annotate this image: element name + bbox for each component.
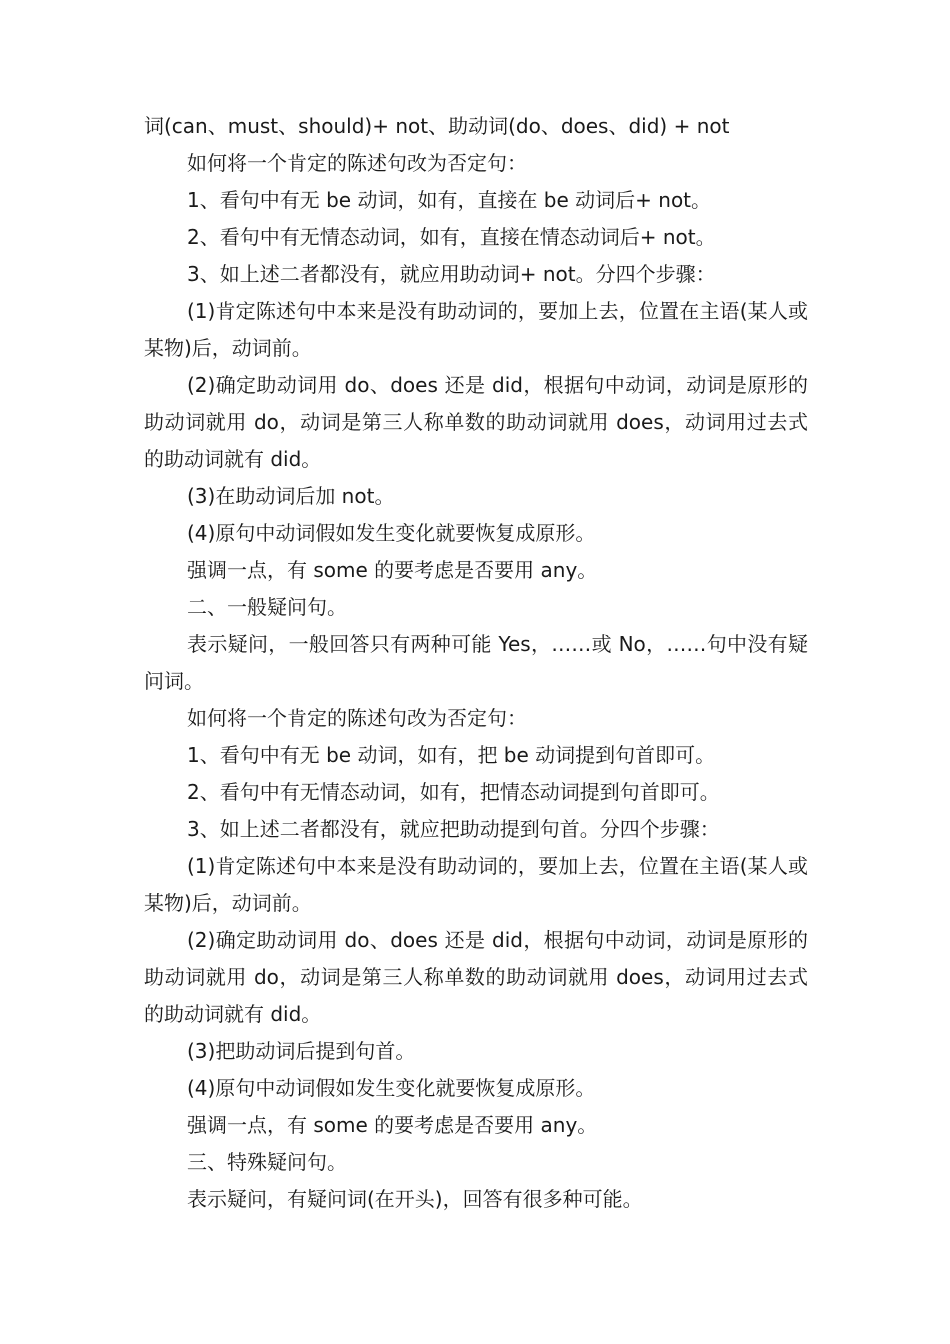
paragraph-emphasis: 强调一点，有 some 的要考虑是否要用 any。 (187, 558, 598, 582)
paragraph-special-question-desc: 表示疑问，有疑问词(在开头)，回答有很多种可能。 (187, 1187, 643, 1211)
document-page (144, 108, 808, 1218)
paragraph-substep-2: (2)确定助动词用 do、does 还是 did，根据句中动词，动词是原形的助动词就用 do，动词是第三人称单数的助动词就用 does，动词用过去式的助动词就有 did。 (144, 373, 808, 471)
paragraph-question-emphasis: 强调一点，有 some 的要考虑是否要用 any。 (187, 1113, 598, 1137)
paragraph-substep-1: (1)肯定陈述句中本来是没有助动词的，要加上去，位置在主语(某人或某物)后，动词前。 (144, 299, 808, 360)
paragraph-question-step-3: 3、如上述二者都没有，就应把助动提到句首。分四个步骤： (187, 817, 720, 841)
paragraph-question-substep-4: (4)原句中动词假如发生变化就要恢复成原形。 (187, 1076, 596, 1100)
paragraph-step-2: 2、看句中有无情态动词，如有，直接在情态动词后+ not。 (187, 225, 716, 249)
section-heading-special-question: 三、特殊疑问句。 (187, 1150, 347, 1174)
paragraph-negative-heading: 如何将一个肯定的陈述句改为否定句： (187, 151, 527, 175)
paragraph-substep-4: (4)原句中动词假如发生变化就要恢复成原形。 (187, 521, 596, 545)
paragraph-step-1: 1、看句中有无 be 动词，如有，直接在 be 动词后+ not。 (187, 188, 712, 212)
paragraph-question-substep-2: (2)确定助动词用 do、does 还是 did，根据句中动词，动词是原形的助动词就用 do，动词是第三人称单数的助动词就用 does，动词用过去式的助动词就有 did。 (144, 928, 808, 1026)
section-heading-general-question: 二、一般疑问句。 (187, 595, 347, 619)
paragraph-continuation: 词(can、must、should)+ not、助动词(do、does、did) + not (144, 114, 730, 138)
paragraph-substep-3: (3)在助动词后加 not。 (187, 484, 395, 508)
paragraph-question-substep-1: (1)肯定陈述句中本来是没有助动词的，要加上去，位置在主语(某人或某物)后，动词前。 (144, 854, 808, 915)
paragraph-general-question-desc: 表示疑问，一般回答只有两种可能 Yes，……或 No，……句中没有疑问词。 (144, 632, 808, 693)
paragraph-step-3: 3、如上述二者都没有，就应用助动词+ not。分四个步骤： (187, 262, 716, 286)
paragraph-question-step-2: 2、看句中有无情态动词，如有，把情态动词提到句首即可。 (187, 780, 720, 804)
paragraph-question-substep-3: (3)把助动词后提到句首。 (187, 1039, 416, 1063)
paragraph-question-step-1: 1、看句中有无 be 动词，如有，把 be 动词提到句首即可。 (187, 743, 716, 767)
paragraph-question-heading: 如何将一个肯定的陈述句改为否定句： (187, 706, 527, 730)
